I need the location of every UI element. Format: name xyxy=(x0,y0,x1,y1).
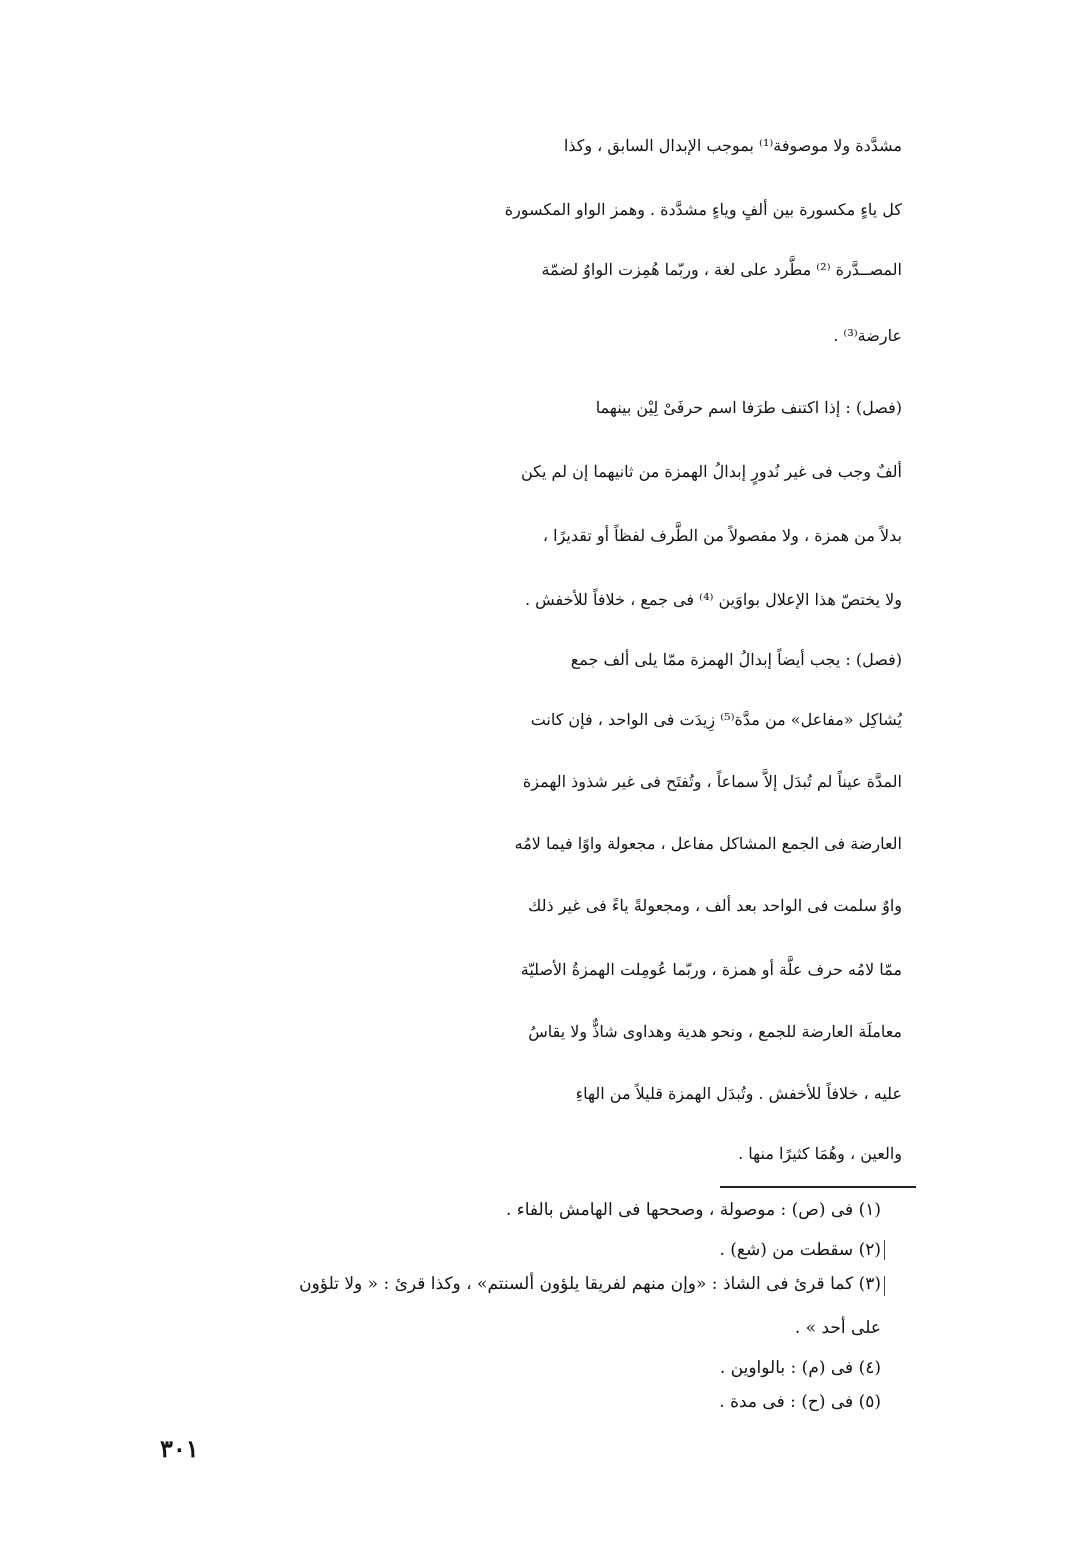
margin-mark xyxy=(884,1276,885,1296)
body-line: (فصل) : إذا اكتنف طرَفا اسم حرفَىْ لِيْن بينهما xyxy=(595,398,902,417)
body-line: المدَّة عيناً لم تُبدَل إلاَّ سماعاً ، وتُفتَح فى غير شذوذ الهمزة xyxy=(522,772,902,791)
footnote-continuation: على أحد » . xyxy=(794,1318,881,1338)
footnote-divider xyxy=(720,1186,916,1188)
body-line: ألفٌ وجب فى غير نُدورٍ إبدالُ الهمزة من ثانيهما إن لم يكن xyxy=(520,462,902,481)
body-line: ممّا لامُه حرف علَّة أو همزة ، وربّما عُومِلت الهمزةُ الأصليّة xyxy=(520,960,902,979)
body-line: معاملَة العارضة للجمع ، ونحو هدية وهداوى شاذٌّ ولا يقاسُ xyxy=(528,1022,902,1041)
footnote: (١) فى (ص) : موصولة ، وصححها فى الهامش بالفاء . xyxy=(505,1200,881,1220)
body-line: والعين ، وهُمَا كثيرًا منها . xyxy=(738,1144,902,1163)
body-line: يُشاكِل «مفاعل» من مدَّة⁽⁵⁾ زِيدَت فى الواحد ، فإن كانت xyxy=(530,710,902,729)
body-line: عارضة⁽³⁾ . xyxy=(833,326,902,345)
margin-mark xyxy=(884,1240,885,1260)
footnote: (٣) كما قرئ فى الشاذ : «وإن منهم لفريقا يلؤون ألسنتم» ، وكذا قرئ : « ولا تلؤون xyxy=(299,1274,881,1294)
body-line: (فصل) : يجب أيضاً إبدالُ الهمزة ممّا يلى ألف جمع xyxy=(570,650,902,669)
body-line: ولا يختصّ هذا الإعلال بواوَين ⁽⁴⁾ فى جمع ، خلافاً للأخفش . xyxy=(524,590,902,609)
body-line: بدلاً من همزة ، ولا مفصولاً من الطَّرف لفظاً أو تقديرًا ، xyxy=(542,526,902,545)
body-line: واوٌ سلمت فى الواحد بعد ألف ، ومجعولةً ياءً فى غير ذلك xyxy=(528,896,902,915)
page-number: ٣٠١ xyxy=(160,1434,199,1463)
body-line: العارضة فى الجمع المشاكل مفاعل ، مجعولة واوًا فيما لامُه xyxy=(514,834,902,853)
footnote: (٤) فى (م) : بالواوين . xyxy=(719,1358,881,1378)
body-line: كل ياءٍ مكسورة بين ألفٍ وياءٍ مشدَّدة . وهمز الواو المكسورة xyxy=(504,200,902,219)
footnote: (٢) سقطت من (شع) . xyxy=(719,1240,881,1260)
footnote: (٥) فى (ح) : فى مدة . xyxy=(719,1392,881,1412)
body-line: مشدَّدة ولا موصوفة⁽¹⁾ بموجب الإبدال السابق ، وكذا xyxy=(563,136,902,155)
body-line: المصــدَّرة ⁽²⁾ مطَّرد على لغة ، وربّما هُمِزت الواوُ لضمّة xyxy=(541,260,902,279)
body-line: عليه ، خلافاً للأخفش . وتُبدَل الهمزة قليلاً من الهاءِ xyxy=(575,1084,902,1103)
